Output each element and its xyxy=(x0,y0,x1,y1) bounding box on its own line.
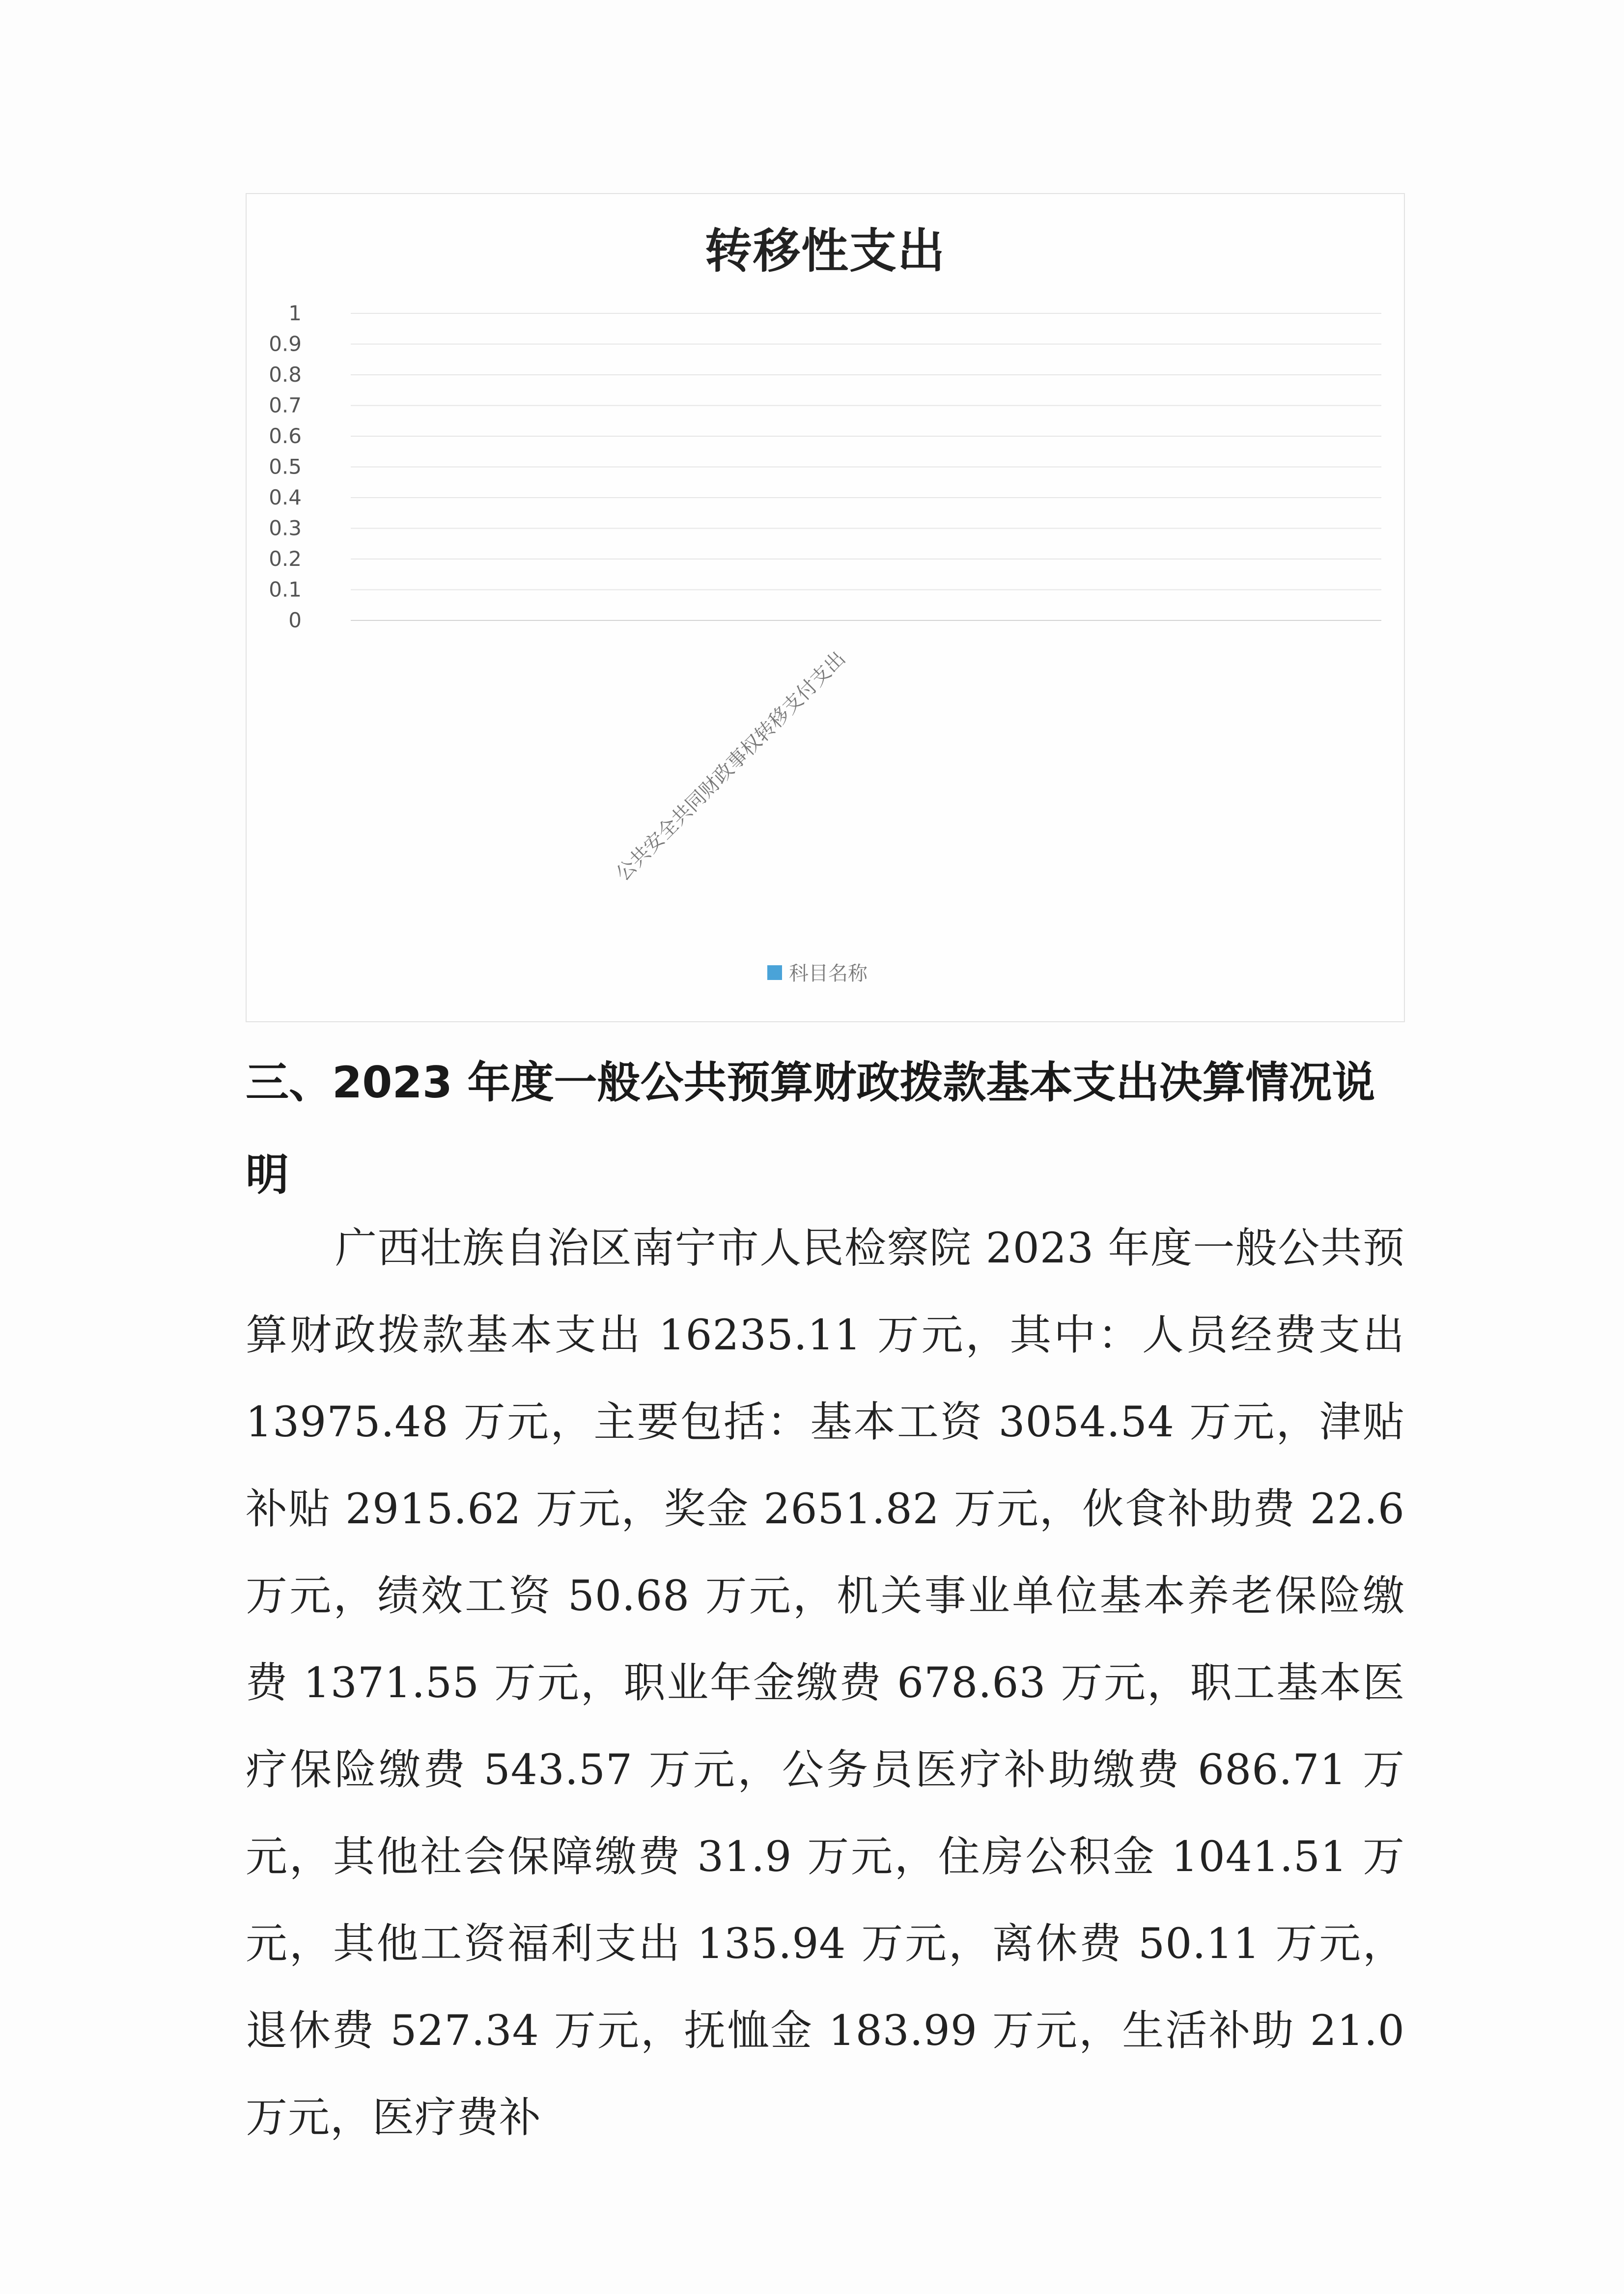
x-category-label: 公共安全共同财政事权转移支付支出 xyxy=(611,647,850,886)
y-tick-label: 0.3 xyxy=(269,516,302,540)
y-tick-label: 0.6 xyxy=(269,424,302,448)
legend-swatch xyxy=(767,965,782,980)
chart-container xyxy=(246,193,1405,1022)
section-heading: 三、2023 年度一般公共预算财政拨款基本支出决算情况说明 xyxy=(246,1057,1375,1200)
y-tick-label: 0.8 xyxy=(269,363,302,387)
y-tick-label: 0 xyxy=(288,608,302,632)
y-tick-label: 0.9 xyxy=(269,332,302,356)
y-tick-label: 0.5 xyxy=(269,454,302,479)
y-tick-label: 0.7 xyxy=(269,393,302,418)
y-tick-label: 0.4 xyxy=(269,485,302,509)
y-tick-label: 0.2 xyxy=(269,547,302,571)
chart-title: 转移性支出 xyxy=(705,224,946,279)
y-tick-label: 0.1 xyxy=(269,577,302,602)
y-tick-label: 1 xyxy=(288,301,302,325)
body-paragraph: 广西壮族自治区南宁市人民检察院 2023 年度一般公共预算财政拨款基本支出 16235.11 万元，其中：人员经费支出 13975.48 万元，主要包括：基本工资 3054.54 万元，津贴补贴 2915.62 万元，奖金 2651.82 万元，伙食补助费 22.6 万元，绩效工资 50.68 万元，机关事业单位基本养老保险缴费 1371.55 万元，职业年金缴费 678.63 万元，职工基本医疗保险缴费 543.57 万元，公务员医疗补助缴费 686.71 万元，其他社会保障缴费 31.9 万元，住房公积金 1041.51 万元，其他工资福利支出 135.94 万元，离休费 50.11 万元，退休费 527.34 万元，抚恤金 183.99 万元，生活补助 21.0 万元，医疗费补 xyxy=(246,1224,1405,2142)
chart-plot xyxy=(247,194,1406,1023)
legend-label: 科目名称 xyxy=(789,962,868,985)
